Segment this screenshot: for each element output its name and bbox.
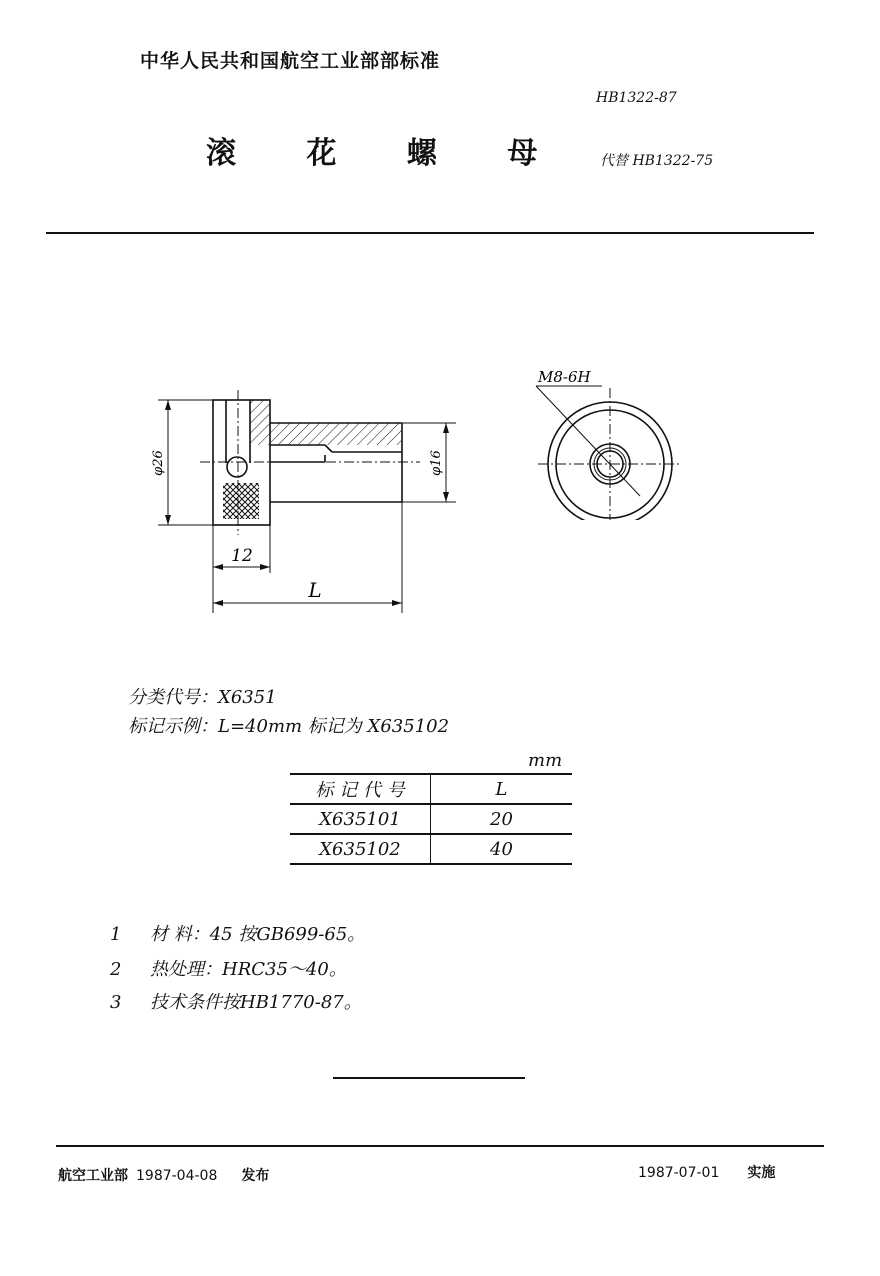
- table-row: [290, 804, 572, 834]
- table-row: [290, 834, 572, 864]
- implemented-label: 实施: [747, 1165, 776, 1181]
- end-view-drawing: [520, 360, 690, 520]
- end-rule: [333, 1077, 525, 1079]
- header-rule: [46, 232, 814, 234]
- replaces-standard: 代替 HB1322-75: [600, 153, 714, 169]
- col-header-L: L: [431, 774, 573, 804]
- thread-spec: M8-6H: [538, 368, 591, 386]
- note-number: 3: [110, 992, 122, 1013]
- note-number: 1: [110, 924, 122, 945]
- footer-rule: [56, 1145, 824, 1147]
- note-item: [110, 988, 362, 1014]
- section-view-drawing: [140, 355, 470, 625]
- knurl-pattern: [223, 483, 259, 519]
- dim-length-12: 12: [231, 546, 253, 566]
- dim-length-L: L: [308, 578, 322, 602]
- note-item: [110, 920, 365, 946]
- footer-issue: [58, 1165, 269, 1185]
- table-header-row: [290, 774, 572, 804]
- issued-label: 发布: [241, 1168, 270, 1184]
- cross-hole: [227, 457, 247, 477]
- footer-effective: [638, 1162, 775, 1182]
- cell-L: 20: [431, 804, 573, 834]
- marking-example: 标记示例：L=40mm 标记为 X635102: [128, 716, 450, 737]
- issue-date: 1987-04-08: [136, 1168, 218, 1184]
- cell-L: 40: [431, 834, 573, 864]
- issuing-organization: 中华人民共和国航空工业部部标准: [140, 50, 441, 72]
- cell-code: X635101: [290, 804, 431, 834]
- dim-diameter-16: φ16: [429, 450, 444, 476]
- issuer: 航空工业部: [58, 1168, 128, 1184]
- section-hatch: [270, 423, 402, 445]
- col-header-code: 标 记 代 号: [290, 774, 431, 804]
- classification-code: 分类代号：X6351: [128, 687, 277, 708]
- note-text: 材 料：45 按GB699-65。: [150, 924, 366, 945]
- dim-diameter-26: φ26: [151, 450, 166, 476]
- table-unit: mm: [528, 750, 563, 771]
- note-text: 热处理：HRC35～40。: [150, 959, 347, 980]
- document-title: 滚 花 螺 母: [206, 136, 568, 171]
- effective-date: 1987-07-01: [638, 1165, 720, 1181]
- cell-code: X635102: [290, 834, 431, 864]
- note-text: 技术条件按HB1770-87。: [150, 992, 362, 1013]
- note-item: [110, 955, 347, 981]
- marking-code-table: [290, 773, 572, 865]
- note-number: 2: [110, 959, 122, 980]
- standard-number: HB1322-87: [596, 90, 677, 106]
